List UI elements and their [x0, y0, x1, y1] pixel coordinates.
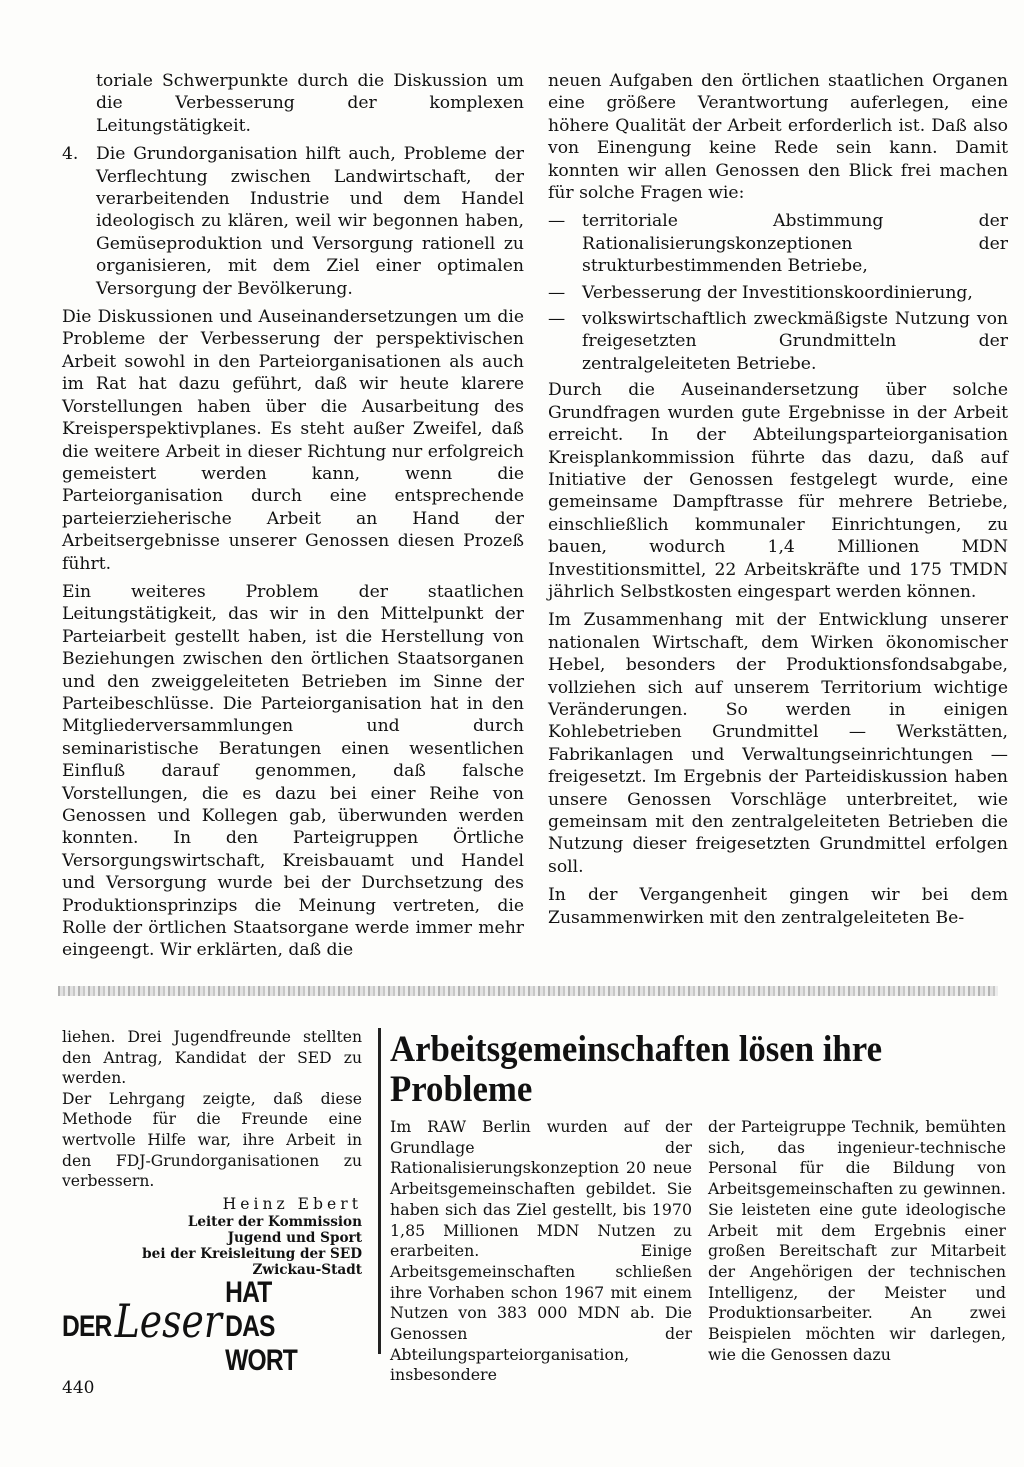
numbered-item-4	[62, 143, 524, 300]
author-role: Zwickau-Stadt	[252, 1261, 362, 1278]
section-banner	[62, 1276, 308, 1377]
paragraph: Ein weiteres Problem der staatlichen Leitungstätigkeit, das wir in den Mittelpunkt der Parteiarbeit gestellt haben, ist die Herstellung von Beziehungen zwischen den örtlichen Staatsorganen und den zweiggeleiteten Betrieben im Sinne der Parteibeschlüsse. Die Parteiorganisation hat in den Mitgliederversammlungen und durch seminaristische Beratungen einen wesentlichen Einfluß darauf genommen, daß falsche Vorstellungen, die es dazu bei einer Reihe von Genossen und Kollegen gab, überwunden werden konnten. In den Parteigruppen Örtliche Versorgungswirtschaft, Kreisbauamt und Handel und Versorgung wurde bei der Durchsetzung des Produktionsprinzips die Meinung vertreten, die Rolle der örtlichen Staatsorgane werde immer mehr eingeengt. Wir erklärten, daß die	[62, 581, 524, 961]
list-item	[548, 308, 1008, 375]
paragraph: der Parteigruppe Technik, bemühten sich, das ingenieur-technische Personal für die Bildung von Arbeitsgemeinschaften zu gewinnen. Sie leisteten eine gute ideologische Arbeit mit dem Ergebnis einer großen Bereitschaft zur Mitarbeit der Angehörigen der technischen Intelligenz, der Meister und Produktionsarbeiter. An zwei Beispielen möchten wir darlegen, wie die Genossen dazu	[708, 1117, 1006, 1364]
item-text: Die Grundorganisation hilft auch, Probleme der Verflechtung zwischen Landwirtschaft, der verarbeitenden Industrie und dem Handel ideologisch zu klären, weil wir begonnen haben, Gemüseproduktion und Versorgung rationell zu organisieren, mit dem Ziel einer optimalen Versorgung der Bevölkerung.	[96, 144, 524, 299]
paragraph: Der Lehrgang zeigte, daß diese Methode für die Freunde eine wertvolle Hilfe war, ihre Arbeit in den FDJ-Grundorganisationen zu verbessern.	[62, 1089, 362, 1191]
article-column-2	[708, 1117, 1006, 1365]
article-headline: Arbeitsgemeinschaften lösen ihre Probleme	[390, 1029, 883, 1110]
right-column	[548, 70, 1008, 935]
paragraph: Im Zusammenhang mit der Entwicklung unserer nationalen Wirtschaft, dem Wirken ökonomischer Hebel, besonders der Produktionsfondsabgabe, vollziehen sich auf unserem Territorium wichtige Veränderungen. So werden in einigen Kohlebetrieben Grundmittel — Werkstätten, Fabrikanlagen und Verwaltungseinrichtungen — freigesetzt. Im Ergebnis der Parteidiskussion haben unsere Genossen Vorschläge unterbreitet, wie gemeinsam mit den zentralgeleiteten Betrieben die Nutzung dieser freigesetzten Grundmittel erfolgen soll.	[548, 610, 1008, 877]
reader-letter	[62, 1027, 362, 1278]
list-item-text: volkswirtschaftlich zweckmäßigste Nutzung von freigesetzten Grundmitteln der zentralgeleiteten Betriebe.	[582, 309, 1008, 374]
author-role: Leiter der Kommission	[187, 1213, 362, 1230]
section-divider	[58, 986, 998, 996]
list-item-text: Verbesserung der Investitionskoordinierung,	[582, 282, 973, 303]
paragraph: neuen Aufgaben den örtlichen staatlichen Organen eine größere Verantwortung auferlegen, eine höhere Qualität der Arbeit erforderlich ist. Daß also von Einengung keine Rede sein kann. Damit konnten wir allen Genossen den Blick frei machen für solche Fragen wie:	[548, 71, 1008, 204]
list-item	[548, 210, 1008, 277]
dash-bullet: —	[548, 282, 566, 303]
author-name: Heinz Ebert	[222, 1194, 362, 1213]
paragraph: Im RAW Berlin wurden auf der Grundlage der Rationalisierungskonzeption 20 neue Arbeitsgemeinschaften gebildet. Sie haben sich das Ziel gestellt, bis 1970 1,85 Millionen MDN Nutzen zu erarbeiten. Einige Arbeitsgemeinschaften schließen ihre Vorhaben schon 1967 mit einem Nutzen von 383 000 MDN ab. Die Genossen der Abteilungsparteiorganisation, insbesondere	[390, 1117, 692, 1385]
dash-bullet: —	[548, 309, 566, 330]
banner-script-word: Leser	[114, 1294, 222, 1348]
list-item-text: territoriale Abstimmung der Rationalisierungskonzeptionen der strukturbestimmenden Betriebe,	[582, 211, 1008, 277]
banner-part: DER	[62, 1310, 112, 1343]
paragraph: Die Diskussionen und Auseinandersetzungen um die Probleme der Verbesserung der perspektivischen Arbeit sowohl in den Parteiorganisationen als auch im Rat hat dazu geführt, daß wir heute klarere Vorstellungen haben über die Ausarbeitung des Kreisperspektivplanes. Es steht außer Zweifel, daß die weitere Arbeit in dieser Richtung nur erfolgreich gemeistert werden kann, wenn die Parteiorganisation durch eine entsprechende parteierzieherische Arbeit an Hand der Arbeitsergebnisse unserer Genossen diesen Prozeß führt.	[62, 307, 524, 574]
paragraph: liehen. Drei Jugendfreunde stellten den Antrag, Kandidat der SED zu werden.	[62, 1028, 362, 1088]
page-number: 440	[62, 1378, 95, 1398]
author-role: Jugend und Sport	[227, 1229, 362, 1246]
item-number: 4.	[62, 144, 79, 165]
continued-list-item: toriale Schwerpunkte durch die Diskussion um die Verbesserung der komplexen Leitungstätigkeit.	[96, 71, 524, 136]
signature-block	[62, 1194, 362, 1278]
left-column	[62, 70, 524, 968]
list-item	[548, 282, 1008, 304]
banner-part: HAT DAS WORT	[225, 1276, 297, 1377]
article-column-1	[390, 1117, 692, 1386]
dash-bullet: —	[548, 211, 566, 232]
paragraph: In der Vergangenheit gingen wir bei dem Zusammenwirken mit den zentralgeleiteten Be-	[548, 885, 1008, 928]
vertical-rule	[378, 1028, 381, 1354]
author-role: bei der Kreisleitung der SED	[142, 1245, 362, 1262]
paragraph: Durch die Auseinandersetzung über solche Grundfragen wurden gute Ergebnisse in der Arbeit erreicht. In der Abteilungsparteiorganisation Kreisplankommission führte das dazu, daß auf Initiative der Genossen festgelegt wurde, eine gemeinsame Dampftrasse für mehrere Betriebe, einschließlich kommunaler Einrichtungen, zu bauen, wodurch 1,4 Millionen MDN Investitionsmittel, 22 Arbeitskräfte und 175 TMDN jährlich Selbstkosten eingespart werden können.	[548, 380, 1008, 602]
